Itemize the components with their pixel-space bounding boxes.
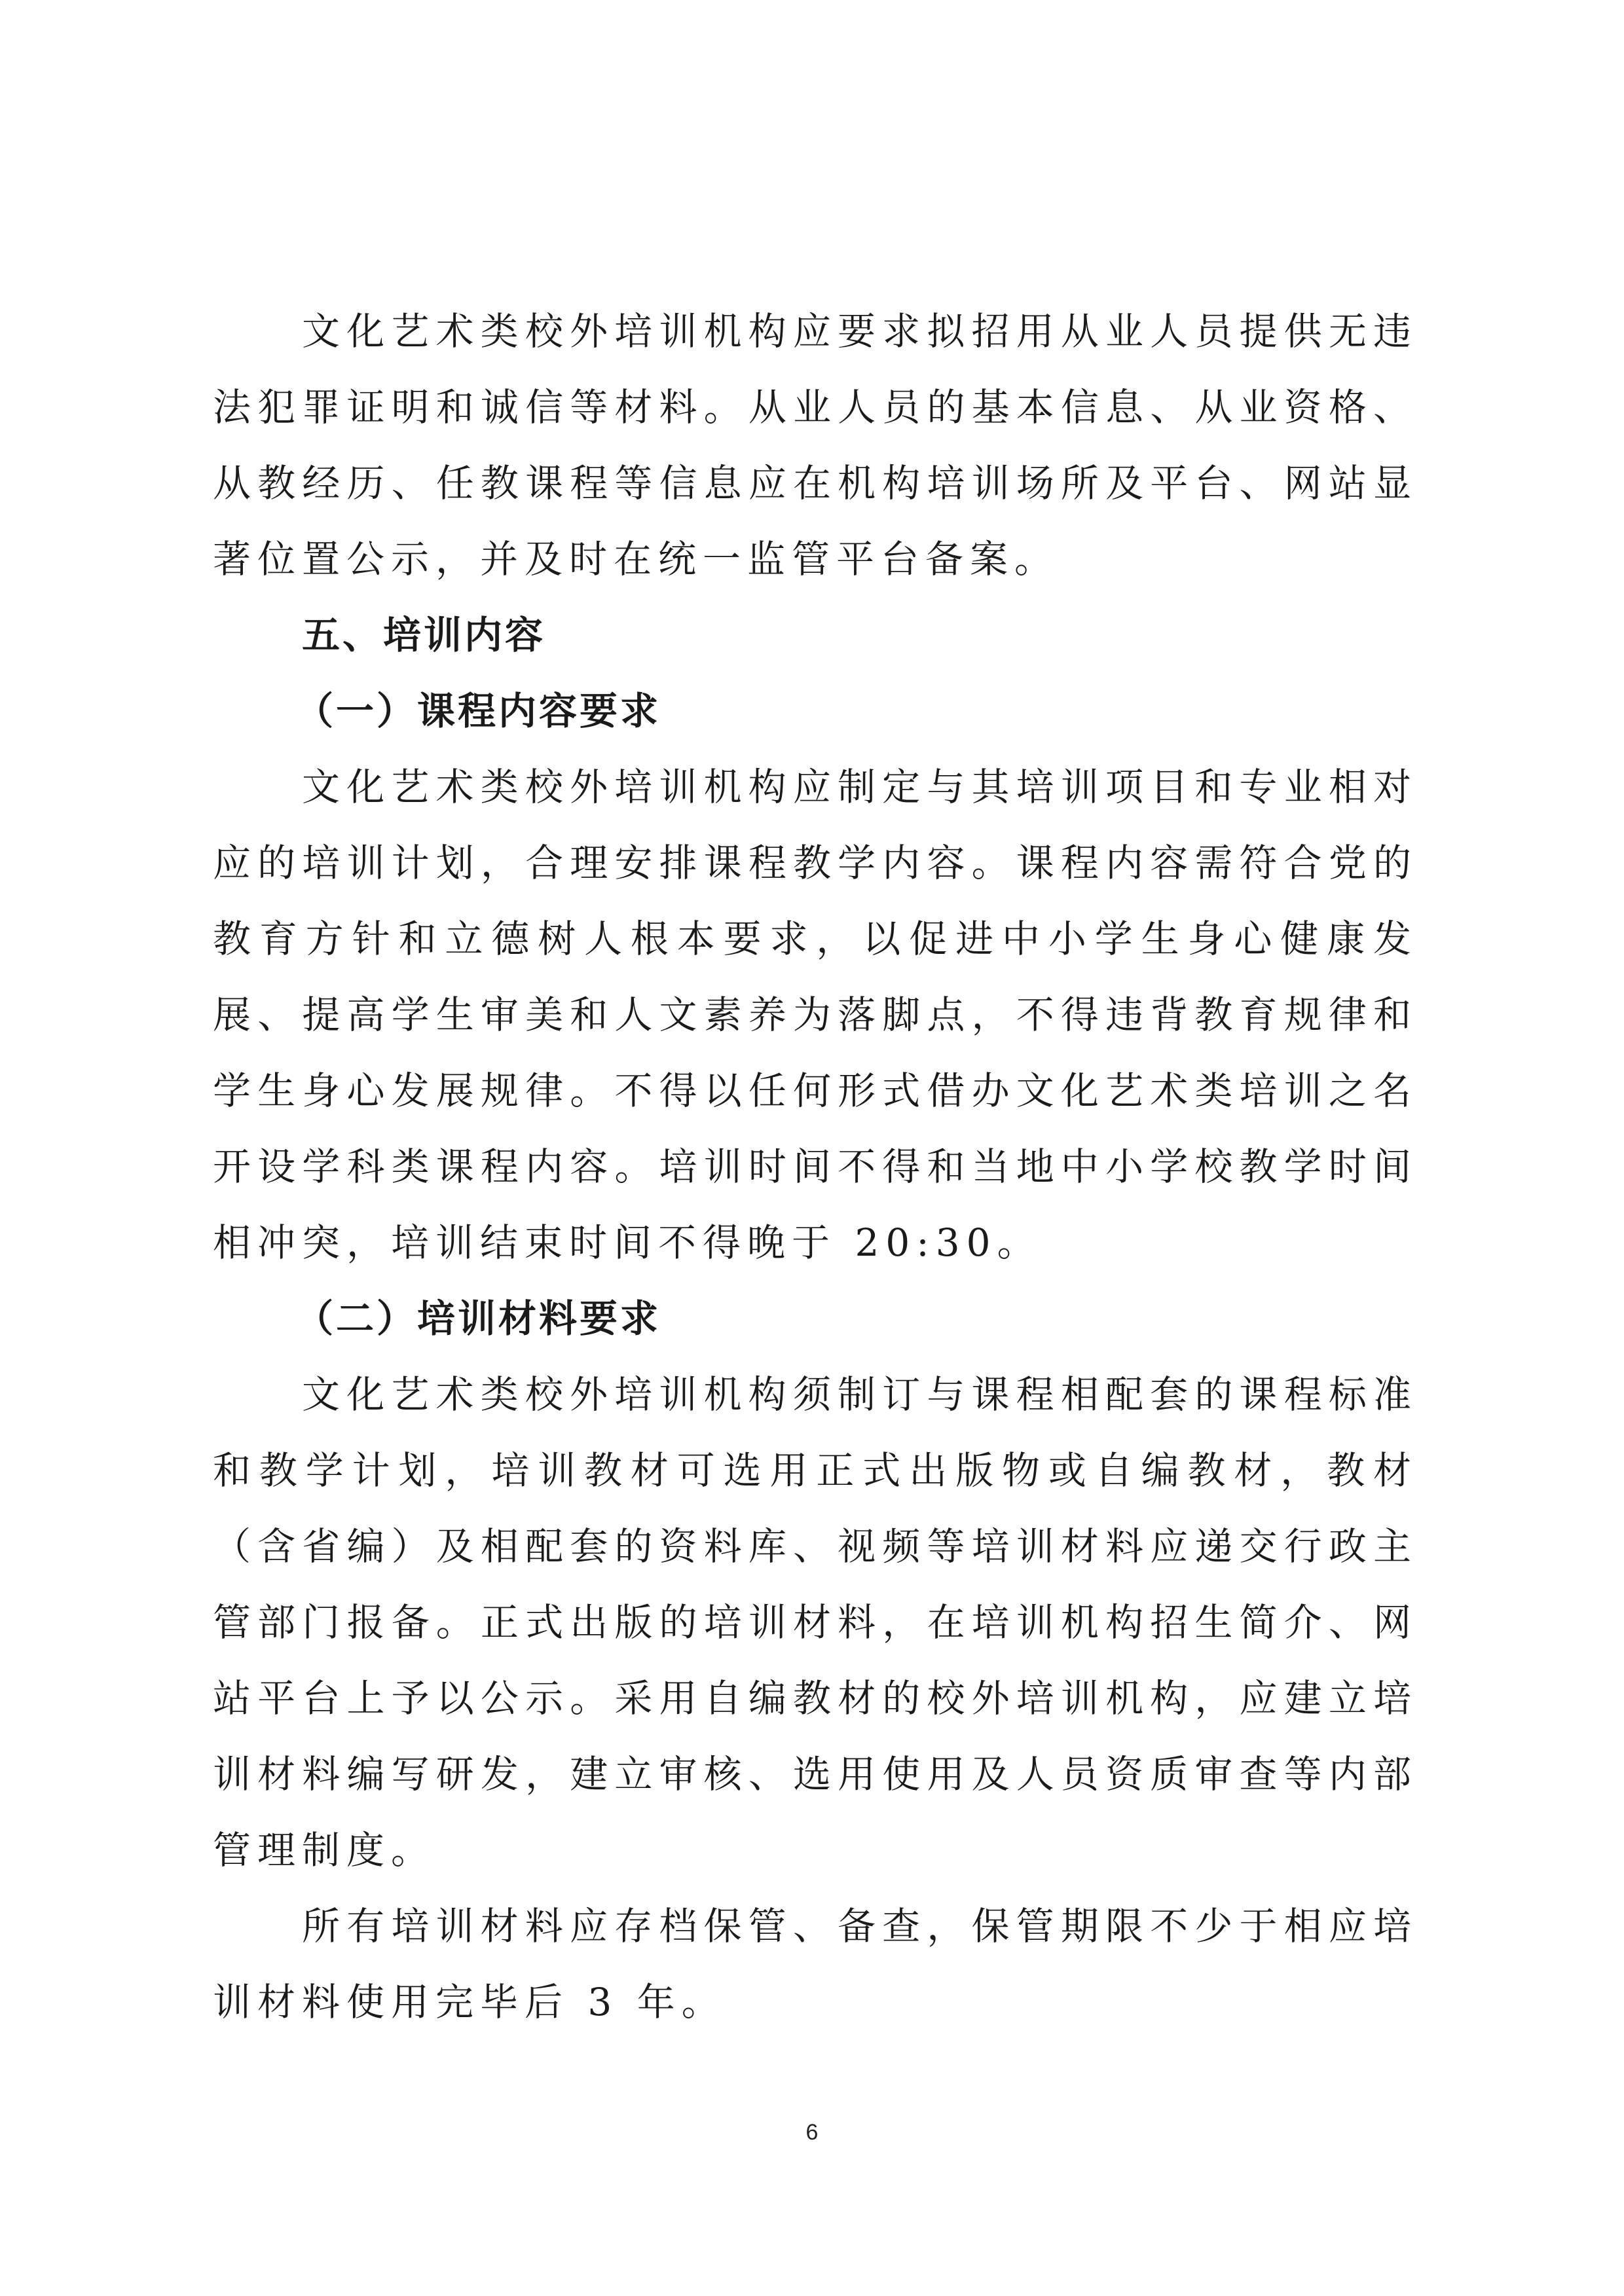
paragraph-staff-requirements: 文化艺术类校外培训机构应要求拟招用从业人员提供无违法犯罪证明和诚信等材料。从业人员的基本信息、从业资格、从教经历、任教课程等信息应在机构培训场所及平台、网站显著位置公示，并及时在统一监管平台备案。 [213,309,1418,581]
paragraph-archive-requirements: 所有培训材料应存档保管、备查，保管期限不少于相应培训材料使用完毕后 3 年。 [213,1904,1418,2024]
paragraph-training-materials: 文化艺术类校外培训机构须制订与课程相配套的课程标准和教学计划，培训教材可选用正式出版物或自编教材，教材（含省编）及相配套的资料库、视频等培训材料应递交行政主管部门报备。正式出版的培训材料，在培训机构招生简介、网站平台上予以公示。采用自编教材的校外培训机构，应建立培训材料编写研发，建立审核、选用使用及人员资质审查等内部管理制度。 [213,1372,1418,1872]
paragraph-course-content: 文化艺术类校外培训机构应制定与其培训项目和专业相对应的培训计划，合理安排课程教学内容。课程内容需符合党的教育方针和立德树人根本要求，以促进中小学生身心健康发展、提高学生审美和人文素养为落脚点，不得违背教育规律和学生身心发展规律。不得以任何形式借办文化艺术类培训之名开设学科类课程内容。培训时间不得和当地中小学校教学时间相冲突，培训结束时间不得晚于 20:30。 [213,765,1418,1265]
page-body [213,293,1418,2040]
subheading-training-materials: （二）培训材料要求 [295,1296,661,1341]
section-heading-training-content: 五、培训内容 [302,613,546,657]
subheading-course-content: （一）课程内容要求 [295,689,661,733]
page-number: 6 [805,2120,819,2145]
